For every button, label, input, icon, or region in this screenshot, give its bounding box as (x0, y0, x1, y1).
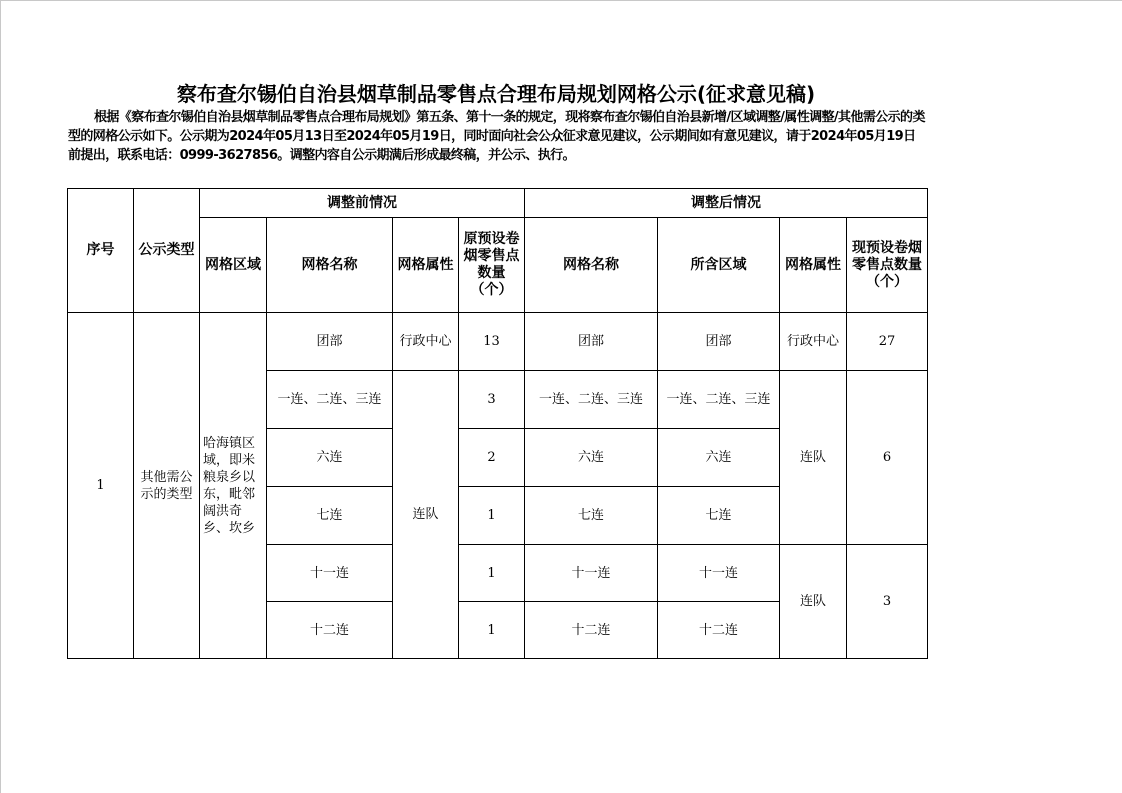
header-after-name: 网格名称 (525, 218, 658, 313)
header-before-count: 原预设卷烟零售点数量（个） (459, 218, 525, 313)
cell-before-count: 1 (459, 602, 525, 659)
cell-before-name: 十一连 (267, 545, 393, 602)
cell-before-name: 一连、二连、三连 (267, 371, 393, 429)
cell-before-attr-shared: 连队 (393, 371, 459, 659)
cell-after-name: 七连 (525, 487, 658, 545)
cell-after-name: 团部 (525, 313, 658, 371)
cell-before-name: 团部 (267, 313, 393, 371)
cell-seq: 1 (68, 313, 134, 659)
document-title: 察布查尔锡伯自治县烟草制品零售点合理布局规划网格公示(征求意见稿) (176, 82, 816, 106)
cell-after-name: 十二连 (525, 602, 658, 659)
cell-after-count: 27 (847, 313, 928, 371)
cell-before-count: 1 (459, 545, 525, 602)
cell-after-attr: 行政中心 (780, 313, 847, 371)
cell-after-area: 十一连 (658, 545, 780, 602)
header-after-attr: 网格属性 (780, 218, 847, 313)
cell-before-count: 3 (459, 371, 525, 429)
header-row-group (68, 189, 928, 218)
cell-after-area: 六连 (658, 429, 780, 487)
cell-after-count-group: 3 (847, 545, 928, 659)
cell-before-count: 13 (459, 313, 525, 371)
header-before-name: 网格名称 (267, 218, 393, 313)
header-seq: 序号 (68, 189, 134, 313)
header-after-count: 现预设卷烟零售点数量（个） (847, 218, 928, 313)
cell-after-name: 一连、二连、三连 (525, 371, 658, 429)
page-top-rule (0, 0, 1122, 1)
cell-before-count: 2 (459, 429, 525, 487)
cell-after-area: 一连、二连、三连 (658, 371, 780, 429)
cell-after-count-group: 6 (847, 371, 928, 545)
cell-region: 哈海镇区域，即米粮泉乡以东，毗邻阔洪奇乡、坎乡 (200, 313, 267, 659)
cell-before-name: 七连 (267, 487, 393, 545)
grid-adjustment-table (67, 188, 928, 659)
cell-after-attr-group: 连队 (780, 545, 847, 659)
cell-after-area: 七连 (658, 487, 780, 545)
cell-type: 其他需公示的类型 (134, 313, 200, 659)
cell-before-name: 六连 (267, 429, 393, 487)
table-row (68, 313, 928, 371)
header-before-attr: 网格属性 (393, 218, 459, 313)
cell-after-name: 十一连 (525, 545, 658, 602)
cell-before-attr: 行政中心 (393, 313, 459, 371)
header-before-group: 调整前情况 (200, 189, 525, 218)
notice-text: 根据《察布查尔锡伯自治县烟草制品零售点合理布局规划》第五条、第十一条的规定，现将察布查尔锡伯自治县新增/区域调整/属性调整/其他需公示的类型的网格公示如下。公示期为2024年05月13日至2024年05月19日，同时面向社会公众征求意见建议，公示期间如有意见建议，请于2024年05月19日前提出，联系电话：0999-3627856。调整内容自公示期满后形成最终稿，并公示、执行。 (68, 110, 925, 163)
notice-paragraph (68, 108, 926, 165)
cell-after-area: 十二连 (658, 602, 780, 659)
cell-after-area: 团部 (658, 313, 780, 371)
cell-after-name: 六连 (525, 429, 658, 487)
cell-before-count: 1 (459, 487, 525, 545)
header-after-area: 所含区域 (658, 218, 780, 313)
cell-before-name: 十二连 (267, 602, 393, 659)
header-type: 公示类型 (134, 189, 200, 313)
header-after-group: 调整后情况 (525, 189, 928, 218)
cell-after-attr-group: 连队 (780, 371, 847, 545)
header-before-area: 网格区域 (200, 218, 267, 313)
page-left-rule (0, 0, 1, 793)
